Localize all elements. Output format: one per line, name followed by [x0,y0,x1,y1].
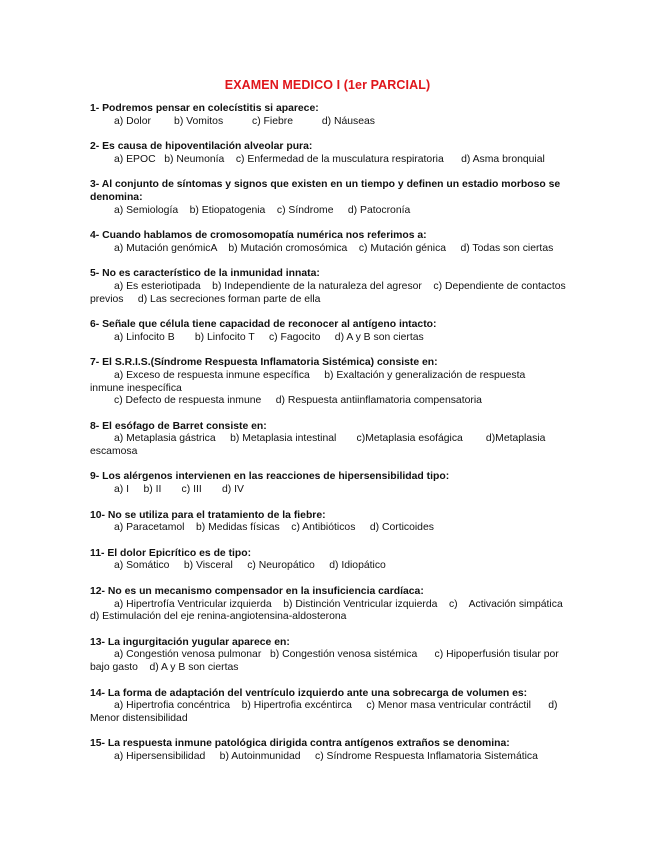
question-options: a) Hipertrofía Ventricular izquierda b) Distinción Ventricular izquierda c) Activación simpática d) Estimulación del eje renina-angiotensina-aldosterona [90,598,575,623]
question-text: 9- Los alérgenos intervienen en las reacciones de hipersensibilidad tipo: [90,471,450,483]
question-options: a) Es esteriotipada b) Independiente de la naturaleza del agresor c) Dependiente de contactos previos d) Las secreciones forman parte de ella [90,280,569,305]
question-text: 12- No es un mecanismo compensador en la insuficiencia cardíaca: [90,586,424,598]
question-14 [90,688,570,726]
question-15 [90,738,570,763]
question-options: a) Semiología b) Etiopatogenia c) Síndrome d) Patocronía [114,204,411,216]
question-options-line: a) Exceso de respuesta inmune específica b) Exaltación y generalización de respuesta [114,369,526,381]
question-11 [90,548,570,573]
question-2 [90,141,570,166]
question-text: 10- No se utiliza para el tratamiento de la fiebre: [90,509,326,521]
exam-title: EXAMEN MEDICO I (1er PARCIAL) [224,78,431,92]
question-options: a) Dolor b) Vomitos c) Fiebre d) Náuseas [114,115,376,127]
question-options: a) Paracetamol b) Medidas físicas c) Antibióticos d) Corticoides [114,522,434,534]
question-5 [90,268,570,306]
question-text: 5- No es característico de la inmunidad innata: [90,268,320,280]
question-4 [90,230,570,255]
question-options: a) Metaplasia gástrica b) Metaplasia intestinal c)Metaplasia esofágica d)Metaplasia escamosa [90,433,549,457]
question-3 [90,179,570,217]
question-7 [90,357,570,407]
question-options-line: inmune inespecífica [90,382,182,394]
question-options: a) Somático b) Visceral c) Neuropático d) Idiopático [114,560,386,572]
question-text: 15- La respuesta inmune patológica dirigida contra antígenos extraños se denomina: [90,738,510,750]
question-list [90,103,575,764]
question-1 [90,103,570,128]
question-options: a) I b) II c) III d) IV [114,484,244,496]
question-text: 11- El dolor Epicrítico es de tipo: [90,547,252,559]
question-8 [90,421,570,459]
question-options: a) Congestión venosa pulmonar b) Congestión venosa sistémica c) Hipoperfusión tisular por bajo gasto d) A y B son ciertas [90,649,562,673]
question-options: a) Linfocito B b) Linfocito T c) Fagocito d) A y B son ciertas [114,331,424,343]
question-options-line: c) Defecto de respuesta inmune d) Respuesta antiinflamatoria compensatoria [114,395,482,407]
question-options: a) EPOC b) Neumonía c) Enfermedad de la musculatura respiratoria d) Asma bronquial [114,153,545,165]
question-text: 13- La ingurgitación yugular aparece en: [90,636,290,648]
question-text: 14- La forma de adaptación del ventrículo izquierdo ante una sobrecarga de volumen es: [90,687,528,699]
question-options: a) Hipertrofia concéntrica b) Hipertrofia excéntirca c) Menor masa ventricular contráctil d) Menor distensibilidad [90,700,561,724]
question-text: 2- Es causa de hipoventilación alveolar pura: [90,141,313,153]
question-text: 7- El S.R.I.S.(Síndrome Respuesta Inflamatoria Sistémica) consiste en: [90,357,438,369]
question-13 [90,637,570,675]
question-text: 8- El esófago de Barret consiste en: [90,420,267,432]
question-text: 1- Podremos pensar en colecístitis si aparece: [90,103,319,114]
question-options: a) Mutación genómicA b) Mutación cromosómica c) Mutación génica d) Todas son ciertas [114,242,554,254]
question-text: 6- Señale que célula tiene capacidad de reconocer al antígeno intacto: [90,319,437,331]
question-text: 3- Al conjunto de síntomas y signos que existen en un tiempo y definen un estadio morboso se denomina: [90,179,561,203]
question-text: 4- Cuando hablamos de cromosomopatía numérica nos referimos a: [90,230,427,242]
question-10 [90,510,570,535]
question-12 [90,586,575,624]
question-6 [90,319,570,344]
question-9 [90,471,570,496]
question-options: a) Hipersensibilidad b) Autoinmunidad c) Síndrome Respuesta Inflamatoria Sistemática [114,750,538,762]
